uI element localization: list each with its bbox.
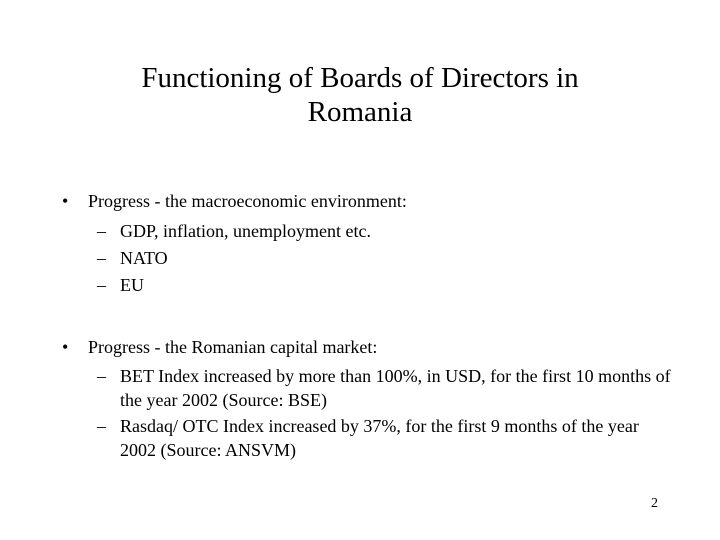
page-number: 2: [651, 496, 658, 511]
bullet-item: [62, 335, 377, 359]
dash-marker: –: [97, 275, 106, 295]
sub-bullet-text: EU: [120, 275, 144, 295]
sub-bullet-text: GDP, inflation, unemployment etc.: [120, 221, 371, 241]
dash-marker: –: [97, 416, 106, 436]
sub-bullet-item: [97, 219, 677, 243]
sub-bullet-text: NATO: [120, 248, 168, 268]
bullet-text: Progress - the macroeconomic environment:: [88, 191, 407, 211]
dash-marker: –: [97, 221, 106, 241]
bullet-marker: •: [62, 191, 69, 211]
slide-title: [60, 61, 660, 129]
sub-bullet-item: [97, 273, 677, 297]
slide-title-line-1: Functioning of Boards of Directors in: [141, 62, 579, 94]
sub-bullet-text: Rasdaq/ OTC Index increased by 37%, for the first 9 months of the year 2002 (Source: ANSVM): [120, 416, 639, 460]
dash-marker: –: [97, 366, 106, 386]
slide-title-line-2: Romania: [307, 96, 413, 128]
sub-bullet-item: [97, 414, 677, 462]
sub-bullet-item: [97, 246, 677, 270]
bullet-marker: •: [62, 337, 69, 357]
sub-bullet-text: BET Index increased by more than 100%, in USD, for the first 10 months of the year 2002 (Source: BSE): [120, 366, 671, 410]
bullet-text: Progress - the Romanian capital market:: [88, 337, 378, 357]
bullet-item: [62, 189, 407, 213]
sub-bullet-item: [97, 364, 677, 412]
dash-marker: –: [97, 248, 106, 268]
